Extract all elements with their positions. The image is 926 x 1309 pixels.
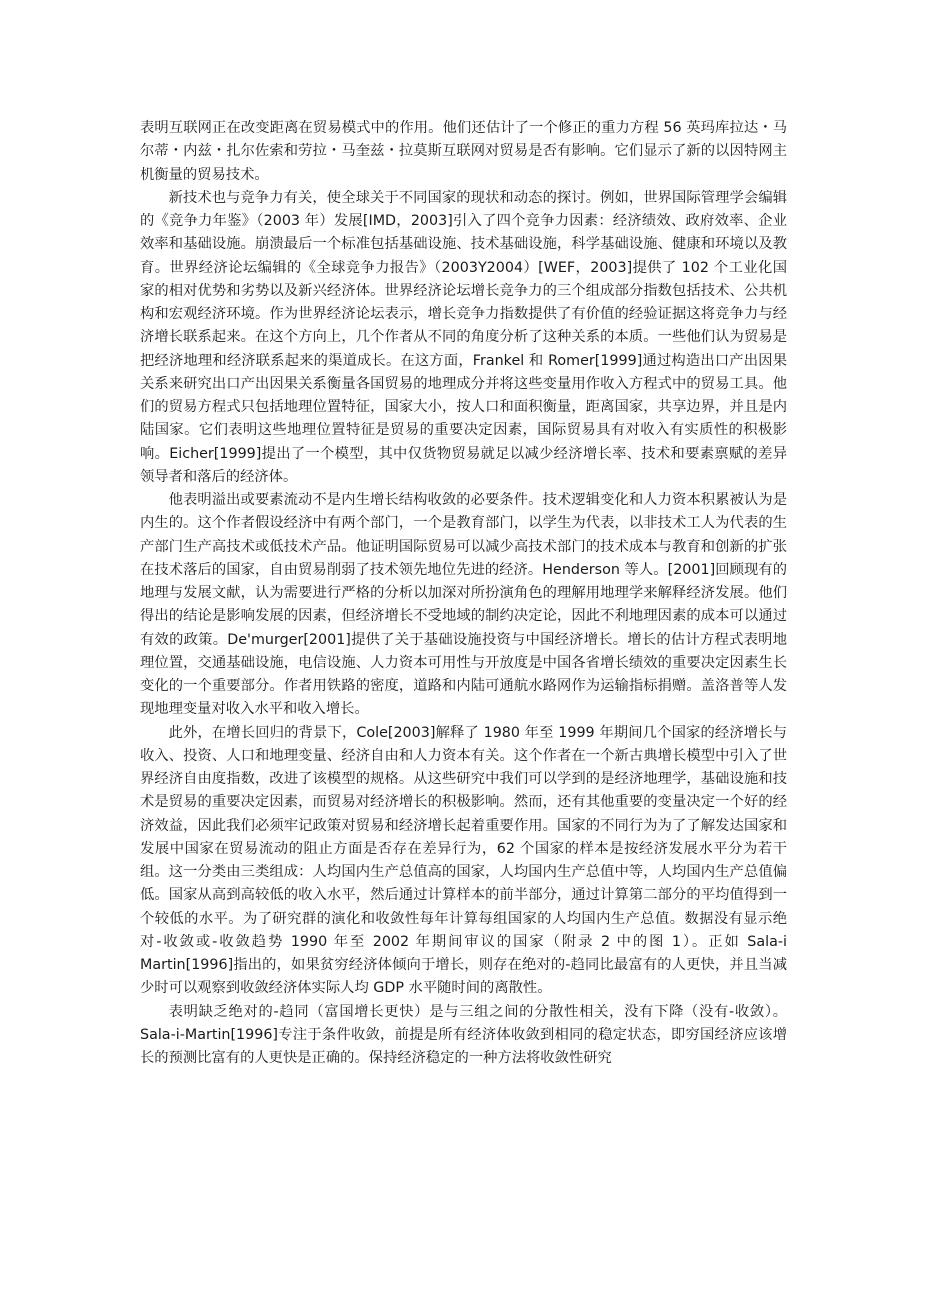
paragraph: 此外，在增长回归的背景下，Cole[2003]解释了 1980 年至 1999 年期间几个国家的经济增长与收入、投资、人口和地理变量、经济自由和人力资本有关。这个作者在一个新古典增长模型中引入了世界经济自由度指数，改进了该模型的规格。从这些研究中我们可以学到的是经济地理学，基础设施和技术是贸易的重要决定因素，而贸易对经济增长的积极影响。然而，还有其他重要的变量决定一个好的经济效益，因此我们必须牢记政策对贸易和经济增长起着重要作用。国家的不同行为为了了解发达国家和发展中国家在贸易流动的阻止方面是否存在差异行为，62 个国家的样本是按经济发展水平分为若干组。这一分类由三类组成：人均国内生产总值高的国家，人均国内生产总值中等，人均国内生产总值偏低。国家从高到高较低的收入水平，然后通过计算样本的前半部分，通过计算第二部分的平均值得到一个较低的水平。为了研究群的演化和收敛性每年计算每组国家的人均国内生产总值。数据没有显示绝对-收敛或-收敛趋势 1990 年至 2002 年期间审议的国家（附录 2 中的图 1）。正如 Sala-i Martin[1996]指出的，如果贫穷经济体倾向于增长，则存在绝对的-趋同比最富有的人更快，并且当减少时可以观察到收敛经济体实际人均 GDP 水平随时间的离散性。 [140, 724, 787, 997]
paragraph: 表明互联网正在改变距离在贸易模式中的作用。他们还估计了一个修正的重力方程 56 英玛库拉达・马尔蒂・内兹・扎尔佐索和劳拉・马奎兹・拉莫斯互联网对贸易是否有影响。它们显示了新的以因特网主机衡量的贸易技术。 [140, 120, 787, 183]
document-body [140, 117, 787, 1070]
paragraph: 新技术也与竞争力有关，使全球关于不同国家的现状和动态的探讨。例如，世界国际管理学会编辑的《竞争力年鉴》（2003 年）发展[IMD，2003]引入了四个竞争力因素：经济绩效、政府效率、企业效率和基础设施。崩溃最后一个标准包括基础设施、技术基础设施，科学基础设施、健康和环境以及教育。世界经济论坛编辑的《全球竞争力报告》（2003Y2004）[WEF，2003]提供了 102 个工业化国家的相对优势和劣势以及新兴经济体。世界经济论坛增长竞争力的三个组成部分指数包括技术、公共机构和宏观经济环境。作为世界经济论坛表示，增长竞争力指数提供了有价值的经验证据这将竞争力与经济增长联系起来。在这个方向上，几个作者从不同的角度分析了这种关系的本质。一些他们认为贸易是把经济地理和经济联系起来的渠道成长。在这方面，Frankel 和 Romer[1999]通过构造出口产出因果关系来研究出口产出因果关系衡量各国贸易的地理成分并将这些变量用作收入方程式中的贸易工具。他们的贸易方程式只包括地理位置特征，国家大小，按人口和面积衡量，距离国家，共享边界，并且是内陆国家。它们表明这些地理位置特征是贸易的重要决定因素，国际贸易具有对收入有实质性的积极影响。Eicher[1999]提出了一个模型，其中仅货物贸易就足以减少经济增长率、技术和要素禀赋的差异领导者和落后的经济体。 [140, 189, 787, 485]
paragraph: 他表明溢出或要素流动不是内生增长结构收敛的必要条件。技术逻辑变化和人力资本积累被认为是内生的。这个作者假设经济中有两个部门，一个是教育部门，以学生为代表，以非技术工人为代表的生产部门生产高技术或低技术产品。他证明国际贸易可以减少高技术部门的技术成本与教育和创新的扩张在技术落后的国家，自由贸易削弱了技术领先地位先进的经济。Henderson 等人。[2001]回顾现有的地理与发展文献，认为需要进行严格的分析以加深对所扮演角色的理解用地理学来解释经济发展。他们得出的结论是影响发展的因素，但经济增长不受地域的制约决定论，因此不利地理因素的成本可以通过有效的政策。De'murger[2001]提供了关于基础设施投资与中国经济增长。增长的估计方程式表明地理位置，交通基础设施，电信设施、人力资本可用性与开放度是中国各省增长绩效的重要决定因素生长变化的一个重要部分。作者用铁路的密度，道路和内陆可通航水路网作为运输指标捐赠。盖洛普等人发现地理变量对收入水平和收入增长。 [140, 492, 787, 718]
paragraph: 表明缺乏绝对的-趋同（富国增长更快）是与三组之间的分散性相关，没有下降（没有-收敛）。Sala-i-Martin[1996]专注于条件收敛，前提是所有经济体收敛到相同的稳定状态，即穷国经济应该增长的预测比富有的人更快是正确的。保持经济稳定的一种方法将收敛性研究 [140, 1003, 787, 1066]
